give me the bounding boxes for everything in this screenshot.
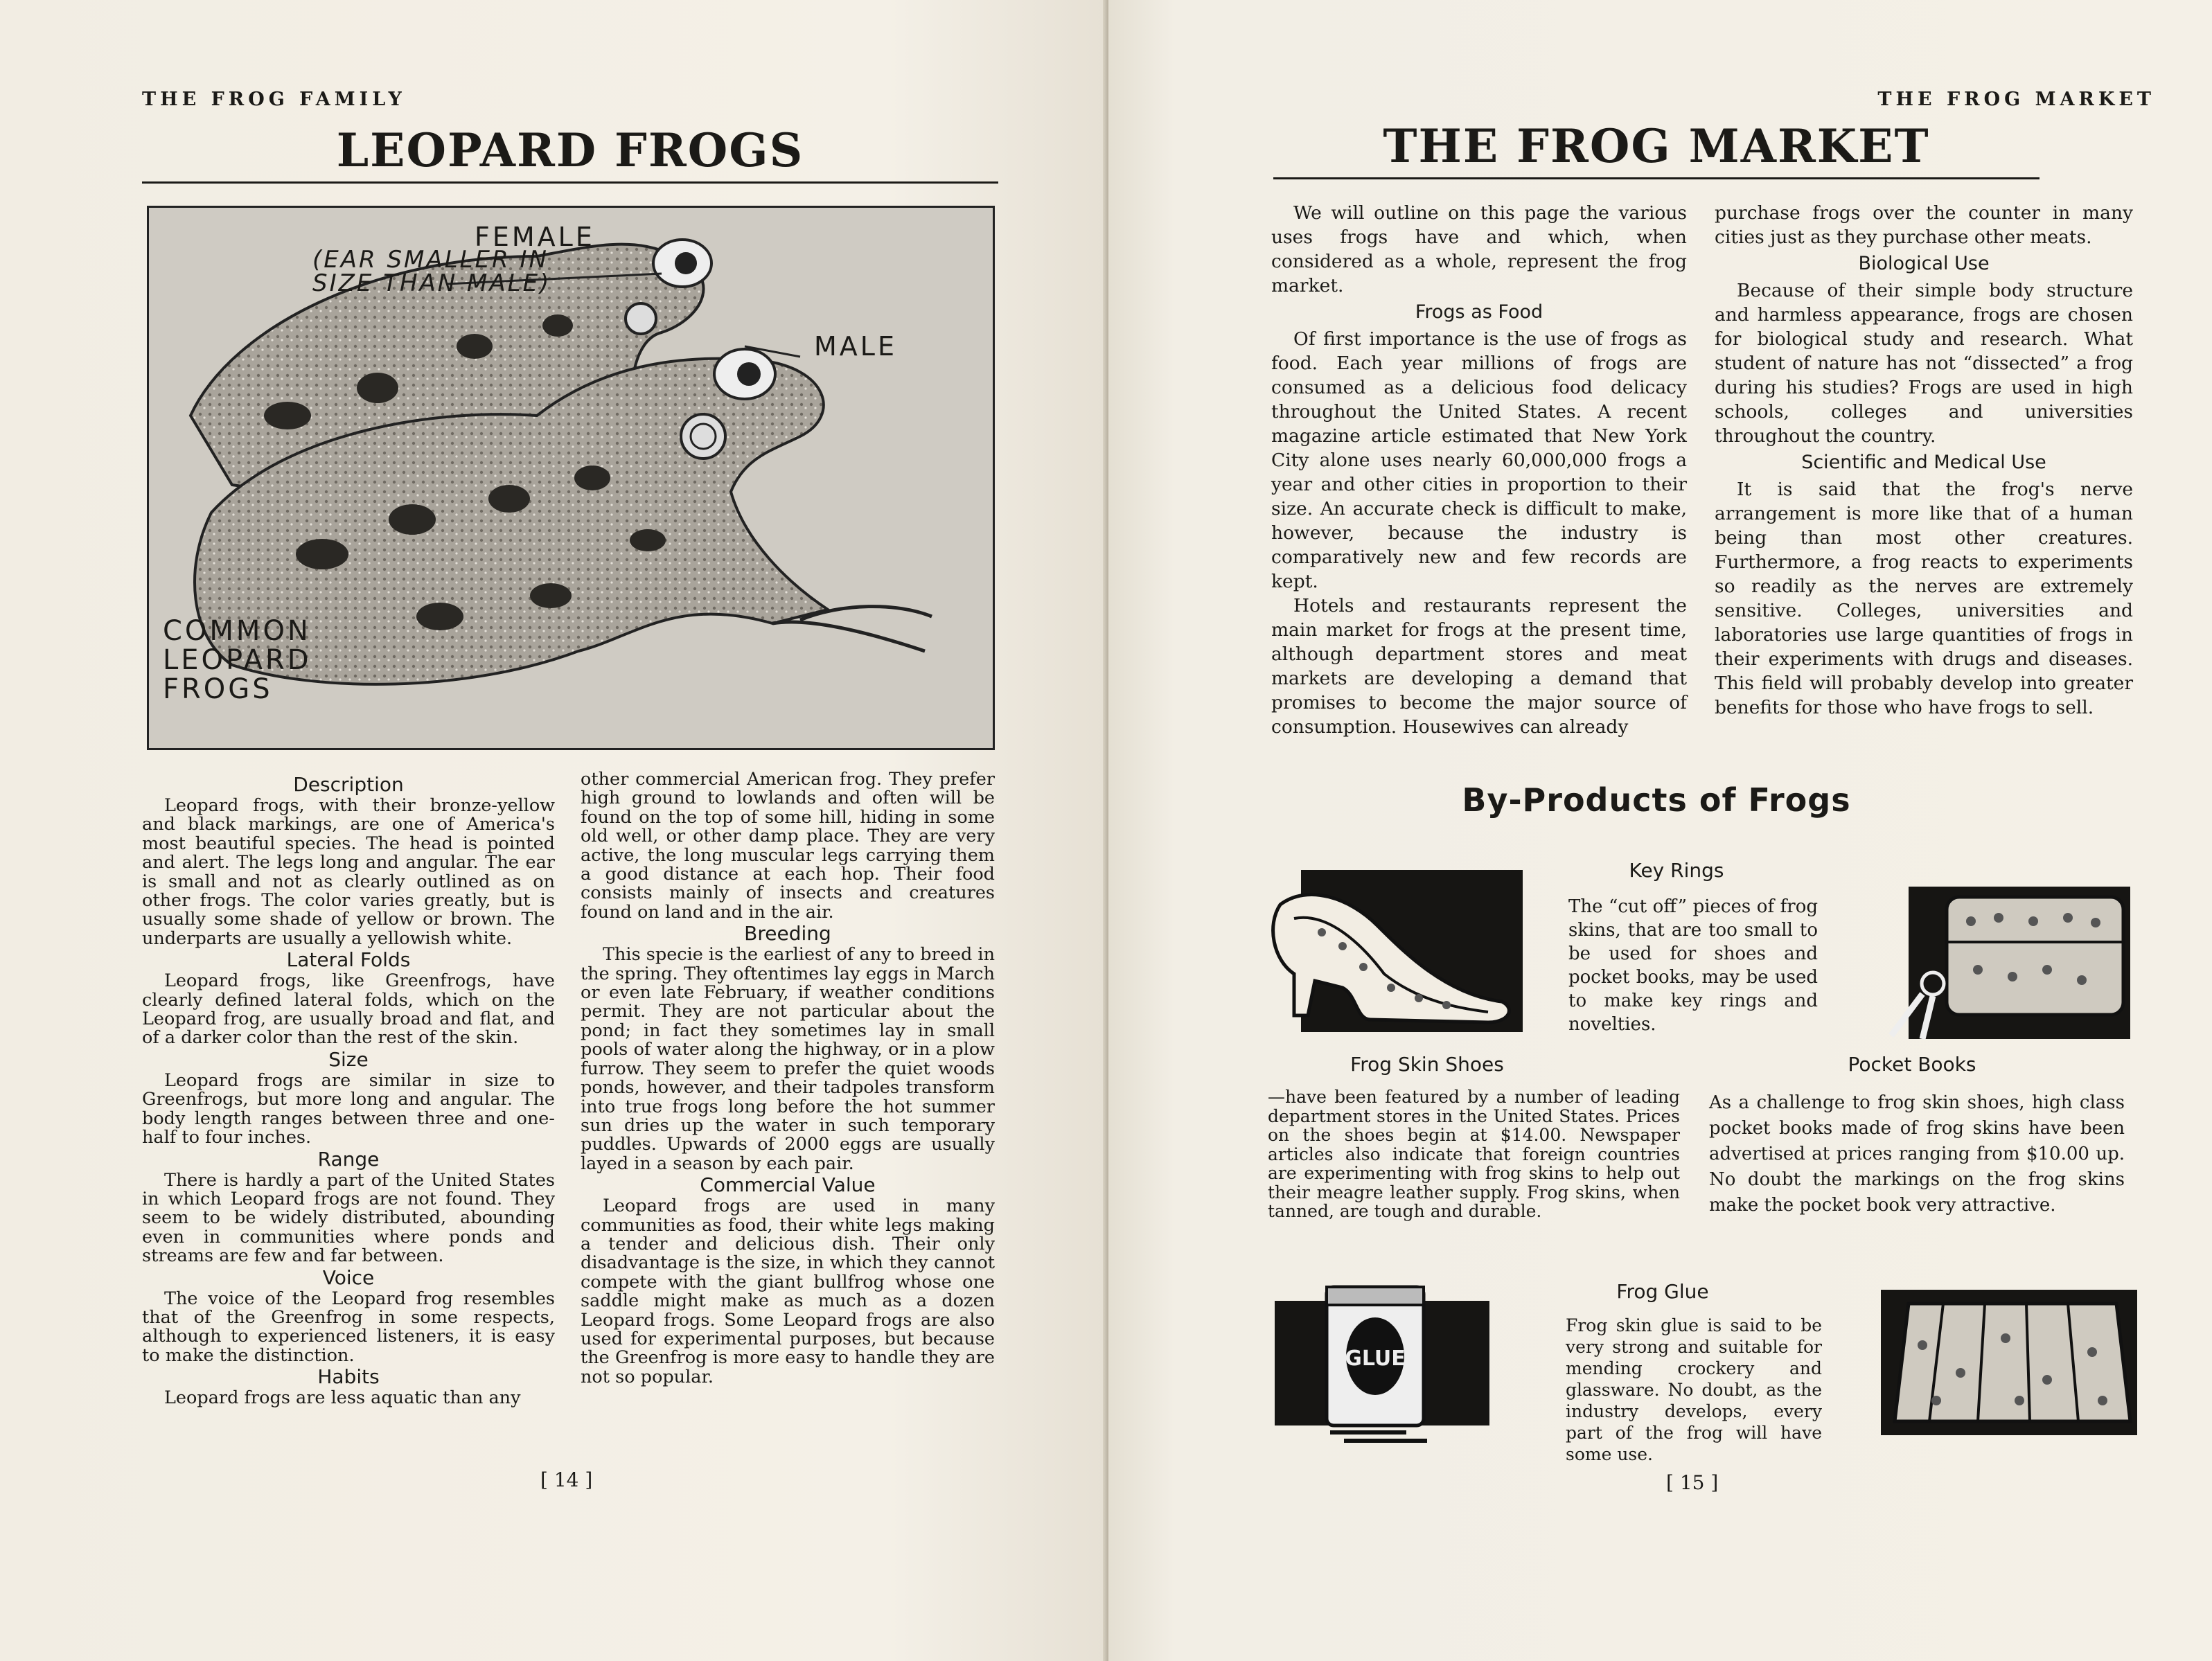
leopard-frogs-illustration [147, 206, 995, 750]
male-label: MALE [814, 331, 897, 362]
description-text: Leopard frogs, with their bronze-yellow and black markings, are one of America's most beautiful species. The head is pointed and alert. The legs long and angular. The ear is small and not as clearly outlined as on other frogs. The color varies greatly, but is usually some shade of yellow or brown. The underparts are usually a yellowish white. [142, 795, 555, 949]
title-rule [1273, 177, 2040, 179]
page-title: THE FROG MARKET [1383, 119, 1930, 173]
shoes-text-block [1268, 1087, 1680, 1221]
key-rings-text-block [1568, 895, 1818, 1036]
female-note-label: (EAR SMALLER IN SIZE THAN MALE) [312, 246, 551, 297]
right-column [1715, 201, 2133, 720]
pocketbook-keys-picture [1881, 880, 2137, 1046]
habits-heading: Habits [317, 1365, 380, 1389]
frog-glue-heading: Frog Glue [1616, 1280, 1709, 1303]
page-number: [ 14 ] [540, 1468, 593, 1491]
biological-use-heading: Biological Use [1858, 253, 1990, 274]
scientific-medical-heading: Scientific and Medical Use [1801, 452, 2046, 473]
food-heading: Frogs as Food [1415, 301, 1543, 323]
food-text-1: Of first importance is the use of frogs as food. Each year millions of frogs are consumed as a delicious food delicacy throughout the United States. A recent magazine article estimated that New York City alone uses nearly 60,000,000 frogs a year and other cities in proportion to their size. An accurate check is difficult to make, however, because the industry is comparatively new and few records are kept. [1271, 328, 1687, 592]
commercial-value-heading: Commercial Value [700, 1173, 876, 1197]
scientific-medical-text: It is said that the frog's nerve arrangement is more like that of a human being than most other creatures. Furthermore, a frog reacts to experiments so readily as the nerves are extremely sensitive. Colleges, universities and laboratories use large quantities of frogs in their experiments with drugs and diseases. This field will probably develop into greater benefits for those who have frogs to sell. [1715, 479, 2133, 718]
lateral-folds-heading: Lateral Folds [286, 948, 411, 972]
shoes-text: —have been featured by a number of leading department stores in the United States. Prices on the shoes begin at $14.00. Newspaper articles also indicate that foreign countries are experimenting with frog skins to help out their meagre leather supply. Frog skins, when tanned, are tough and durable. [1268, 1087, 1680, 1221]
habits-continued-text: other commercial American frog. They prefer high ground to lowlands and often will be found on the top of some hill, hiding in some old well, or other damp place. They are very active, the long muscular legs carrying them a good distance at each hop. Their food consists mainly of insects and creatures found on land and in the air. [581, 769, 995, 923]
breeding-text: This specie is the earliest of any to breed in the spring. They oftentimes lay eggs in March or even late February, if weather conditions permit. They are not particular about the pond; in fact they sometimes lay in small pools of water along the highway, or in a plow furrow. They seem to prefer the quiet woods ponds, however, and their tadpoles transform into true frogs long before the hot summer sun dries up the water in such temporary puddles. Upwards of 2000 eggs are usually layed in a season by each pair. [581, 944, 995, 1174]
pocket-books-text-block [1709, 1090, 2125, 1218]
range-text: There is hardly a part of the United States in which Leopard frogs are not found. They seem to be widely distributed, abounding even in communities where ponds and streams are few and far between. [142, 1169, 555, 1267]
size-text: Leopard frogs are similar in size to Greenfrogs, but more long and angular. The body length ranges between three and one-half to four inches. [142, 1069, 555, 1148]
range-heading: Range [317, 1147, 380, 1171]
right-page [1108, 0, 2212, 1661]
right-column [581, 770, 995, 1387]
frog-skin-purse-picture [1881, 1290, 2137, 1435]
habits-text: Leopard frogs are less aquatic than any [164, 1387, 521, 1409]
biological-use-text: Because of their simple body structure and harmless appearance, frogs are chosen for biological study and research. What student of nature has not “dissected” a frog during his studies? Frogs are used in high schools, colleges and universities throughout the country. [1715, 280, 2133, 447]
pocket-books-heading: Pocket Books [1848, 1053, 1976, 1076]
glue-can-picture [1268, 1273, 1496, 1455]
running-head: THE FROG FAMILY [142, 89, 406, 110]
female-label: FEMALE [475, 222, 595, 252]
title-rule [142, 181, 998, 184]
glue-can-label: GLUE [1345, 1347, 1406, 1371]
description-heading: Description [293, 773, 404, 796]
voice-heading: Voice [322, 1265, 375, 1289]
key-rings-heading: Key Rings [1629, 859, 1724, 882]
pocket-books-text: As a challenge to frog skin shoes, high class pocket books made of frog skins have been advertised at prices ranging from $10.00 up. No doubt the markings on the frog skins make the pocket book very attractive. [1709, 1092, 2125, 1216]
commercial-value-text: Leopard frogs are used in many communities as food, their white legs making a tender and delicious dish. Their only disadvantage is the size, in which they cannot compete with the giant bullfrog whose one saddle might make as much as a dozen Leopard frogs. Some Leopard frogs are also used for experimental purposes, but because the Greenfrog is more easy to handle they are not so popular. [581, 1196, 995, 1387]
page-title: LEOPARD FROGS [336, 123, 804, 177]
key-rings-text: The “cut off” pieces of frog skins, that are too small to be used for shoes and pocket books, may be used to make key rings and novelties. [1568, 896, 1818, 1035]
left-column [142, 773, 555, 1408]
food-continued-text: purchase frogs over the counter in many cities just as they purchase other meats. [1715, 202, 2133, 248]
breeding-heading: Breeding [744, 922, 831, 945]
left-column [1271, 201, 1687, 739]
common-leopard-frogs-label: COMMON LEOPARD FROGS [163, 615, 312, 705]
frog-glue-text: Frog skin glue is said to be very strong and suitable for mending crockery and glassware. No doubt, as the industry develops, every part of the frog will have some use. [1566, 1315, 1822, 1464]
shoes-heading: Frog Skin Shoes [1350, 1053, 1504, 1076]
running-head: THE FROG MARKET [1877, 89, 2155, 110]
page-number: [ 15 ] [1666, 1471, 1719, 1494]
byproducts-title: By-Products of Frogs [1462, 781, 1851, 819]
intro-text: We will outline on this page the various uses frogs have and which, when considered as a whole, represent the frog market. [1271, 202, 1687, 296]
voice-text: The voice of the Leopard frog resembles that of the Greenfrog in some respects, although to experienced listeners, it is easy to make the distinction. [142, 1288, 555, 1366]
food-text-2: Hotels and restaurants represent the main market for frogs at the present time, although department stores and meat markets are developing a demand that promises to become the major source of consumption. Housewives can already [1271, 595, 1687, 738]
size-heading: Size [328, 1047, 369, 1071]
shoe-picture [1266, 856, 1523, 1032]
lateral-folds-text: Leopard frogs, like Greenfrogs, have clearly defined lateral folds, which on the Leopard frog, are usually broad and flat, and of a darker color than the rest of the skin. [142, 970, 555, 1049]
frog-glue-text-block [1566, 1315, 1822, 1465]
